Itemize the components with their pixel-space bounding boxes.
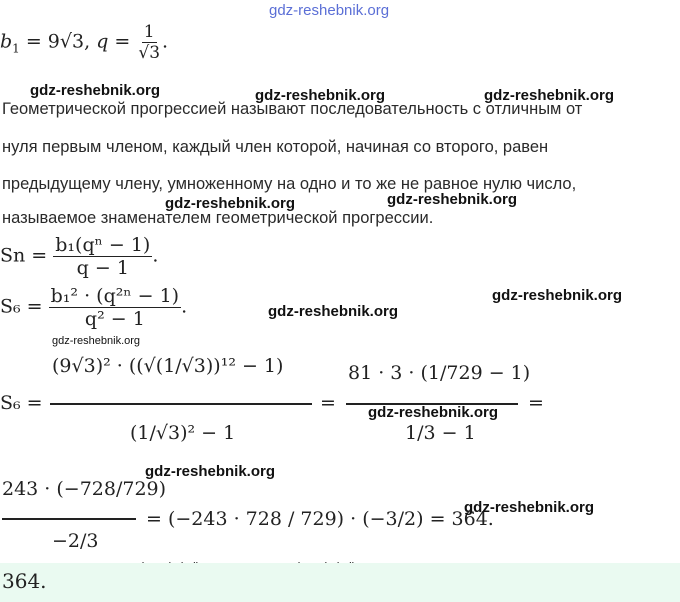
calc-s6-numerator: (9√3)² · ((√(1/√3))¹² − 1) — [52, 355, 284, 377]
definition-line-2: нуля первым членом, каждый член которой, начиная со второго, равен — [2, 138, 549, 156]
calc2-denominator: −2/3 — [52, 530, 99, 552]
watermark: gdz-reshebnik.org — [165, 195, 296, 212]
answer-box — [0, 563, 680, 602]
watermark-top: gdz-reshebnik.org — [269, 2, 390, 19]
watermark: gdz-reshebnik.org — [52, 335, 141, 347]
calc-equals-2: = — [528, 392, 544, 414]
watermark: gdz-reshebnik.org — [492, 287, 623, 304]
calc2-numerator: 243 · (−728/729) — [2, 478, 167, 500]
watermark: gdz-reshebnik.org — [255, 87, 386, 104]
watermark: gdz-reshebnik.org — [30, 82, 161, 99]
answer-value: 364. — [2, 569, 47, 593]
calc-mid-denominator: 1/3 − 1 — [405, 422, 476, 444]
watermark: gdz-reshebnik.org — [145, 463, 276, 480]
given-values: $b_1 = 9√3$, q = $\frac{1}{√3}$ . — [0, 22, 169, 63]
definition-line-4: называемое знаменателем геометрической прогрессии. — [2, 209, 434, 227]
watermark: gdz-reshebnik.org — [484, 87, 615, 104]
calc2-right: = (−243 · 728 / 729) · (−3/2) = 364. — [146, 508, 494, 530]
watermark: gdz-reshebnik.org — [368, 404, 499, 421]
watermark: gdz-reshebnik.org — [464, 499, 595, 516]
calc2-fraction-bar — [2, 518, 136, 520]
definition-line-1: Геометрической прогрессией называют последовательность с отличным от — [2, 100, 583, 118]
calc-equals-1: = — [320, 392, 336, 414]
calc-s6-fraction-bar — [50, 403, 312, 405]
calc-s6-left: S₆ = — [0, 392, 43, 414]
watermark: gdz-reshebnik.org — [387, 191, 518, 208]
calc-s6-denominator: (1/√3)² − 1 — [130, 422, 236, 444]
formula-s6: S₆ = $\frac{\text{b₁² · (q²ⁿ − 1)}}{\text{q² − 1}}$ . — [0, 285, 188, 330]
watermark: gdz-reshebnik.org — [268, 303, 399, 320]
formula-sn: Sn = $\frac{\text{b₁(qⁿ − 1)}}{q - 1}$ . — [0, 234, 159, 279]
calc-mid-numerator: 81 · 3 · (1/729 − 1) — [348, 362, 531, 384]
definition-line-3: предыдущему члену, умноженному на одно и то же не равное нулю число, — [2, 175, 577, 193]
